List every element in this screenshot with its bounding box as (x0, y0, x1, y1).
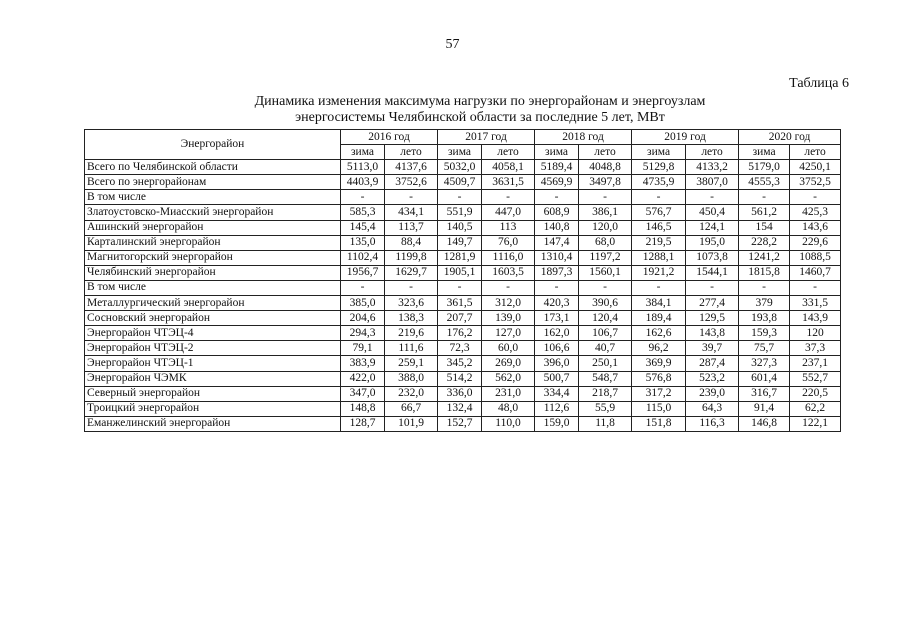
value-cell: 4133,2 (686, 160, 739, 175)
value-cell: 552,7 (790, 371, 841, 386)
value-cell: 1544,1 (686, 265, 739, 280)
value-cell: 11,8 (579, 416, 632, 431)
value-cell: 4250,1 (790, 160, 841, 175)
value-cell: 62,2 (790, 401, 841, 416)
value-cell: 143,9 (790, 311, 841, 326)
value-cell: 336,0 (438, 386, 482, 401)
value-cell: 1629,7 (385, 265, 438, 280)
region-name-cell: Сосновский энергорайон (85, 311, 341, 326)
table-title (160, 94, 800, 126)
value-cell: 219,6 (385, 326, 438, 341)
value-cell: 1199,8 (385, 250, 438, 265)
value-cell: 138,3 (385, 311, 438, 326)
value-cell: 294,3 (341, 326, 385, 341)
value-cell: 1197,2 (579, 250, 632, 265)
value-cell: 361,5 (438, 296, 482, 311)
value-cell: 146,8 (739, 416, 790, 431)
value-cell: 88,4 (385, 235, 438, 250)
value-cell: 331,5 (790, 296, 841, 311)
season-header-summer: лето (686, 145, 739, 160)
value-cell: 116,3 (686, 416, 739, 431)
value-cell: 608,9 (535, 205, 579, 220)
value-cell: 37,3 (790, 341, 841, 356)
value-cell: - (790, 280, 841, 295)
value-cell: 1897,3 (535, 265, 579, 280)
value-cell: 585,3 (341, 205, 385, 220)
value-cell: 4058,1 (482, 160, 535, 175)
value-cell: 1815,8 (739, 265, 790, 280)
value-cell: 1905,1 (438, 265, 482, 280)
value-cell: 1088,5 (790, 250, 841, 265)
table-row (85, 341, 841, 356)
value-cell: 76,0 (482, 235, 535, 250)
value-cell: 1956,7 (341, 265, 385, 280)
title-line-1: Динамика изменения максимума нагрузки по энергорайонам и энергоузлам (254, 94, 706, 109)
value-cell: 239,0 (686, 386, 739, 401)
value-cell: 79,1 (341, 341, 385, 356)
value-cell: 576,8 (632, 371, 686, 386)
value-cell: 148,8 (341, 401, 385, 416)
value-cell: 386,1 (579, 205, 632, 220)
value-cell: 5032,0 (438, 160, 482, 175)
value-cell: 514,2 (438, 371, 482, 386)
value-cell: 500,7 (535, 371, 579, 386)
value-cell: 55,9 (579, 401, 632, 416)
table-row (85, 296, 841, 311)
region-name-cell: Челябинский энергорайон (85, 265, 341, 280)
value-cell: 143,6 (790, 220, 841, 235)
value-cell: 151,8 (632, 416, 686, 431)
value-cell: 327,3 (739, 356, 790, 371)
load-table (84, 129, 841, 432)
value-cell: 369,9 (632, 356, 686, 371)
region-name-cell: Энергорайон ЧЭМК (85, 371, 341, 386)
region-name-cell: Северный энергорайон (85, 386, 341, 401)
value-cell: 4735,9 (632, 175, 686, 190)
value-cell: 195,0 (686, 235, 739, 250)
table-row (85, 235, 841, 250)
value-cell: 159,3 (739, 326, 790, 341)
region-name-cell: Златоустовско-Миасский энергорайон (85, 205, 341, 220)
value-cell: 149,7 (438, 235, 482, 250)
season-header-winter: зима (739, 145, 790, 160)
value-cell: 4048,8 (579, 160, 632, 175)
value-cell: 106,6 (535, 341, 579, 356)
value-cell: 447,0 (482, 205, 535, 220)
value-cell: 152,7 (438, 416, 482, 431)
value-cell: 345,2 (438, 356, 482, 371)
value-cell: 64,3 (686, 401, 739, 416)
table-row (85, 280, 841, 295)
year-header: 2020 год (739, 130, 841, 145)
value-cell: 68,0 (579, 235, 632, 250)
value-cell: 1560,1 (579, 265, 632, 280)
value-cell: - (535, 280, 579, 295)
season-header-winter: зима (438, 145, 482, 160)
value-cell: 162,6 (632, 326, 686, 341)
value-cell: 75,7 (739, 341, 790, 356)
value-cell: 316,7 (739, 386, 790, 401)
value-cell: 40,7 (579, 341, 632, 356)
value-cell: 60,0 (482, 341, 535, 356)
table-row (85, 311, 841, 326)
value-cell: - (482, 280, 535, 295)
table-row (85, 356, 841, 371)
value-cell: 122,1 (790, 416, 841, 431)
region-name-cell: Троицкий энергорайон (85, 401, 341, 416)
value-cell: 5129,8 (632, 160, 686, 175)
value-cell: 1921,2 (632, 265, 686, 280)
value-cell: 388,0 (385, 371, 438, 386)
value-cell: 5113,0 (341, 160, 385, 175)
value-cell: 127,0 (482, 326, 535, 341)
value-cell: - (341, 190, 385, 205)
value-cell: 3807,0 (686, 175, 739, 190)
value-cell: 143,8 (686, 326, 739, 341)
value-cell: 4137,6 (385, 160, 438, 175)
value-cell: 39,7 (686, 341, 739, 356)
value-cell: 523,2 (686, 371, 739, 386)
season-header-summer: лето (482, 145, 535, 160)
value-cell: - (385, 190, 438, 205)
region-name-cell: Энергорайон ЧТЭЦ-2 (85, 341, 341, 356)
region-column-header: Энергорайон (85, 130, 341, 160)
value-cell: 379 (739, 296, 790, 311)
value-cell: 312,0 (482, 296, 535, 311)
value-cell: 4555,3 (739, 175, 790, 190)
value-cell: - (686, 190, 739, 205)
table-row (85, 416, 841, 431)
region-name-cell: Энергорайон ЧТЭЦ-4 (85, 326, 341, 341)
region-name-cell: Ашинский энергорайон (85, 220, 341, 235)
table-row (85, 386, 841, 401)
value-cell: 3497,8 (579, 175, 632, 190)
value-cell: 139,0 (482, 311, 535, 326)
value-cell: 176,2 (438, 326, 482, 341)
season-header-winter: зима (632, 145, 686, 160)
table-label: Таблица 6 (789, 76, 849, 91)
value-cell: 147,4 (535, 235, 579, 250)
value-cell: 113 (482, 220, 535, 235)
value-cell: 1310,4 (535, 250, 579, 265)
value-cell: 390,6 (579, 296, 632, 311)
value-cell: - (341, 280, 385, 295)
value-cell: 72,3 (438, 341, 482, 356)
value-cell: 146,5 (632, 220, 686, 235)
value-cell: 385,0 (341, 296, 385, 311)
season-header-winter: зима (535, 145, 579, 160)
value-cell: 277,4 (686, 296, 739, 311)
value-cell: 562,0 (482, 371, 535, 386)
value-cell: 1116,0 (482, 250, 535, 265)
value-cell: 551,9 (438, 205, 482, 220)
value-cell: - (739, 280, 790, 295)
value-cell: 1241,2 (739, 250, 790, 265)
value-cell: 111,6 (385, 341, 438, 356)
value-cell: 96,2 (632, 341, 686, 356)
value-cell: 154 (739, 220, 790, 235)
value-cell: 135,0 (341, 235, 385, 250)
value-cell: 1603,5 (482, 265, 535, 280)
region-name-cell: Магнитогорский энергорайон (85, 250, 341, 265)
table-row (85, 401, 841, 416)
value-cell: 232,0 (385, 386, 438, 401)
region-name-cell: Всего по Челябинской области (85, 160, 341, 175)
page-number: 57 (445, 37, 460, 52)
value-cell: 561,2 (739, 205, 790, 220)
value-cell: 1288,1 (632, 250, 686, 265)
value-cell: 220,5 (790, 386, 841, 401)
value-cell: 383,9 (341, 356, 385, 371)
value-cell: 120,0 (579, 220, 632, 235)
value-cell: 128,7 (341, 416, 385, 431)
value-cell: 434,1 (385, 205, 438, 220)
value-cell: 3752,6 (385, 175, 438, 190)
value-cell: 287,4 (686, 356, 739, 371)
value-cell: 101,9 (385, 416, 438, 431)
value-cell: - (686, 280, 739, 295)
value-cell: 250,1 (579, 356, 632, 371)
value-cell: 219,5 (632, 235, 686, 250)
table-row (85, 175, 841, 190)
value-cell: - (790, 190, 841, 205)
year-header: 2019 год (632, 130, 739, 145)
season-header-summer: лето (579, 145, 632, 160)
year-header: 2018 год (535, 130, 632, 145)
value-cell: - (739, 190, 790, 205)
value-cell: 1102,4 (341, 250, 385, 265)
value-cell: 48,0 (482, 401, 535, 416)
table-row (85, 371, 841, 386)
value-cell: 132,4 (438, 401, 482, 416)
value-cell: 173,1 (535, 311, 579, 326)
value-cell: 231,0 (482, 386, 535, 401)
value-cell: 140,5 (438, 220, 482, 235)
value-cell: 1073,8 (686, 250, 739, 265)
value-cell: 396,0 (535, 356, 579, 371)
value-cell: 5179,0 (739, 160, 790, 175)
value-cell: - (632, 190, 686, 205)
value-cell: - (438, 190, 482, 205)
value-cell: 384,1 (632, 296, 686, 311)
value-cell: - (579, 280, 632, 295)
region-name-cell: Энергорайон ЧТЭЦ-1 (85, 356, 341, 371)
season-header-summer: лето (790, 145, 841, 160)
value-cell: 228,2 (739, 235, 790, 250)
value-cell: - (632, 280, 686, 295)
value-cell: 420,3 (535, 296, 579, 311)
value-cell: 189,4 (632, 311, 686, 326)
value-cell: 115,0 (632, 401, 686, 416)
value-cell: - (385, 280, 438, 295)
value-cell: 548,7 (579, 371, 632, 386)
value-cell: 347,0 (341, 386, 385, 401)
value-cell: 207,7 (438, 311, 482, 326)
table-row (85, 160, 841, 175)
table-body (85, 160, 841, 432)
value-cell: 120,4 (579, 311, 632, 326)
table-row (85, 205, 841, 220)
table-row (85, 265, 841, 280)
value-cell: 91,4 (739, 401, 790, 416)
value-cell: 3631,5 (482, 175, 535, 190)
season-header-summer: лето (385, 145, 438, 160)
value-cell: 193,8 (739, 311, 790, 326)
value-cell: 334,4 (535, 386, 579, 401)
value-cell: 269,0 (482, 356, 535, 371)
season-header-winter: зима (341, 145, 385, 160)
value-cell: 4403,9 (341, 175, 385, 190)
year-header: 2017 год (438, 130, 535, 145)
value-cell: 129,5 (686, 311, 739, 326)
value-cell: 317,2 (632, 386, 686, 401)
value-cell: 120 (790, 326, 841, 341)
value-cell: 237,1 (790, 356, 841, 371)
table-row (85, 326, 841, 341)
value-cell: - (535, 190, 579, 205)
value-cell: 162,0 (535, 326, 579, 341)
value-cell: 4509,7 (438, 175, 482, 190)
value-cell: 422,0 (341, 371, 385, 386)
value-cell: 66,7 (385, 401, 438, 416)
value-cell: 112,6 (535, 401, 579, 416)
value-cell: 140,8 (535, 220, 579, 235)
value-cell: 450,4 (686, 205, 739, 220)
value-cell: - (482, 190, 535, 205)
region-name-cell: Всего по энергорайонам (85, 175, 341, 190)
value-cell: 1460,7 (790, 265, 841, 280)
value-cell: 113,7 (385, 220, 438, 235)
region-name-cell: Еманжелинский энергорайон (85, 416, 341, 431)
value-cell: 1281,9 (438, 250, 482, 265)
value-cell: 106,7 (579, 326, 632, 341)
value-cell: 259,1 (385, 356, 438, 371)
value-cell: 204,6 (341, 311, 385, 326)
value-cell: 576,7 (632, 205, 686, 220)
region-name-cell: Карталинский энергорайон (85, 235, 341, 250)
region-name-cell: Металлургический энергорайон (85, 296, 341, 311)
value-cell: 159,0 (535, 416, 579, 431)
value-cell: 145,4 (341, 220, 385, 235)
value-cell: - (579, 190, 632, 205)
table-header (85, 130, 841, 160)
value-cell: 124,1 (686, 220, 739, 235)
value-cell: 5189,4 (535, 160, 579, 175)
value-cell: 110,0 (482, 416, 535, 431)
region-name-cell: В том числе (85, 190, 341, 205)
value-cell: - (438, 280, 482, 295)
value-cell: 229,6 (790, 235, 841, 250)
table-row (85, 250, 841, 265)
value-cell: 218,7 (579, 386, 632, 401)
value-cell: 4569,9 (535, 175, 579, 190)
year-header: 2016 год (341, 130, 438, 145)
table-row (85, 220, 841, 235)
title-line-2: энергосистемы Челябинской области за последние 5 лет, МВт (295, 110, 665, 125)
region-name-cell: В том числе (85, 280, 341, 295)
value-cell: 323,6 (385, 296, 438, 311)
value-cell: 425,3 (790, 205, 841, 220)
value-cell: 601,4 (739, 371, 790, 386)
value-cell: 3752,5 (790, 175, 841, 190)
table-row (85, 190, 841, 205)
